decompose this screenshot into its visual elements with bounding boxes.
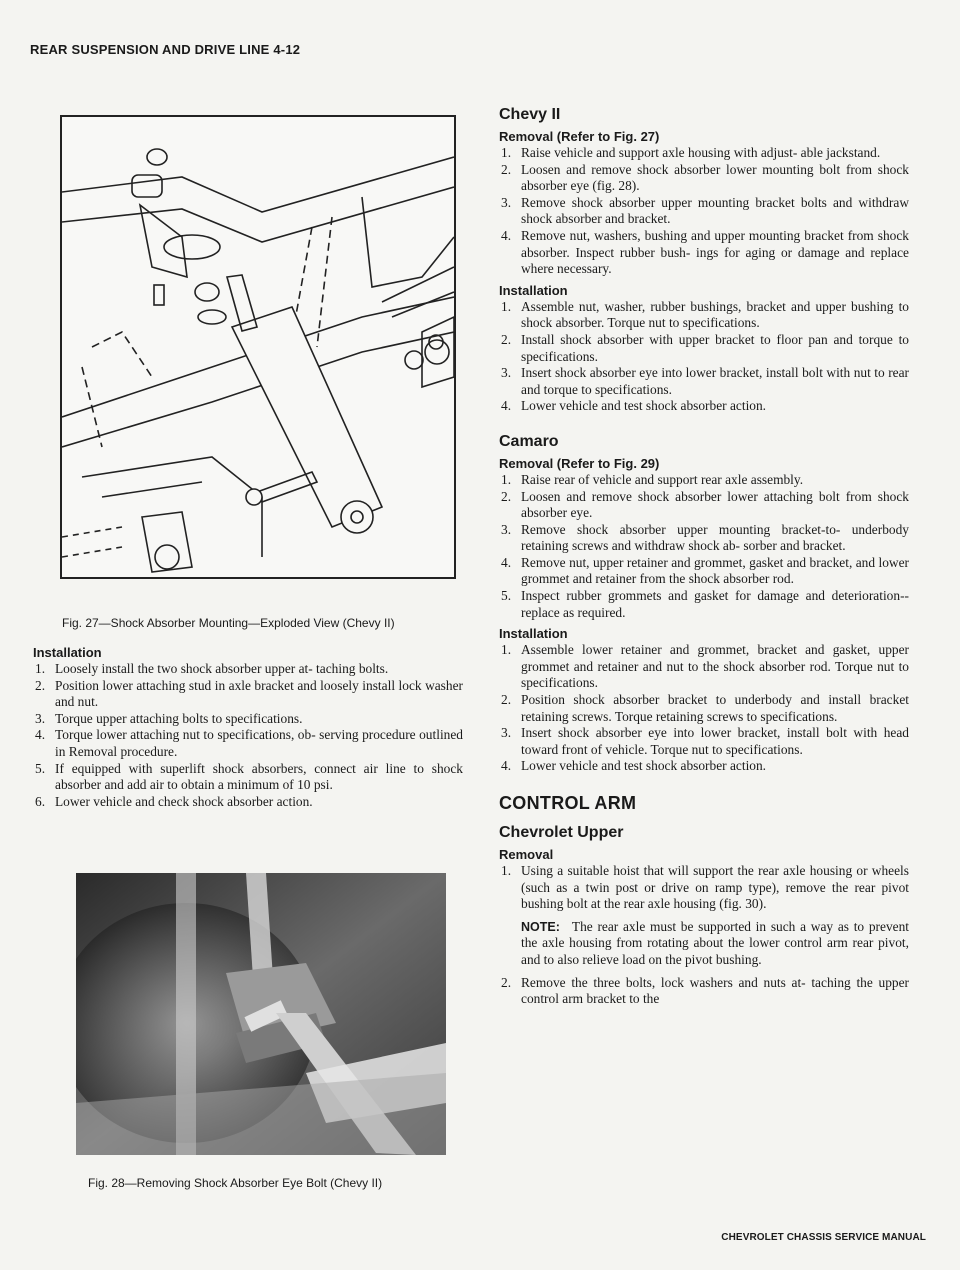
camaro-removal-list bbox=[499, 472, 909, 621]
list-item: 1. Loosely install the two shock absorber upper at- taching bolts. bbox=[35, 661, 389, 676]
list-item: 2. Position shock absorber bracket to underbody and install bracket retaining screws. Torque retaining screws to specifications. bbox=[501, 692, 909, 724]
list-item: 3. Remove shock absorber upper mounting bracket-to- underbody retaining screws and withdraw shock ab- sorber and bracket. bbox=[501, 521, 909, 554]
removal-heading: Removal (Refer to Fig. 29) bbox=[499, 455, 660, 471]
list-item: 1. Assemble nut, washer, rubber bushings, bracket and upper bushing to shock absorber. Torque nut to specifications. bbox=[501, 298, 909, 331]
note-text: The rear axle must be supported in such a way as to prevent the axle housing from rotating about the lower control arm rear pivot, and to also relieve load on the pivot bushing. bbox=[521, 918, 909, 967]
note-block bbox=[521, 919, 909, 969]
left-column-installation bbox=[33, 645, 463, 810]
page-footer: CHEVROLET CHASSIS SERVICE MANUAL bbox=[721, 1232, 926, 1243]
camaro-installation-list bbox=[499, 642, 909, 775]
list-item: 5. If equipped with superlift shock absorbers, connect air line to shock absorber and add air to obtain a minimum of 10 psi. bbox=[35, 760, 463, 793]
installation-heading: Installation bbox=[33, 645, 102, 660]
list-item: 3. Remove shock absorber upper mounting bracket bolts and withdraw shock absorber and bracket. bbox=[501, 194, 909, 227]
list-item: 2. Install shock absorber with upper bracket to floor pan and torque to specifications. bbox=[501, 331, 909, 364]
list-item: 6. Lower vehicle and check shock absorber action. bbox=[35, 793, 313, 809]
list-item: 3. Insert shock absorber eye into lower bracket, install bolt with nut to rear and torque to specifications. bbox=[501, 365, 909, 397]
list-item: 5. Inspect rubber grommets and gasket for damage and deterioration--replace as required. bbox=[501, 588, 909, 620]
list-item: 2. Position lower attaching stud in axle bracket and loosely install lock washer and nut. bbox=[35, 677, 463, 710]
list-item: 1. Assemble lower retainer and grommet, bracket and gasket, upper grommet and retainer and nut to the shock absorber rod. Torque nut to specifications. bbox=[501, 642, 909, 691]
section-heading-camaro: Camaro bbox=[499, 432, 559, 450]
removing-eye-bolt-photo bbox=[76, 873, 446, 1155]
list-item: 4. Remove nut, upper retainer and grommet, gasket and bracket, and lower grommet and retainer from the shock absorber rod. bbox=[501, 554, 909, 587]
list-item: 4. Lower vehicle and test shock absorber action. bbox=[501, 398, 767, 414]
installation-heading: Installation bbox=[499, 626, 568, 642]
figure-27-illustration bbox=[60, 115, 456, 579]
list-item: 4. Remove nut, washers, bushing and upper mounting bracket from shock absorber. Inspect rubber bush- ings for aging or damage and replace where necessary. bbox=[501, 227, 909, 277]
control-arm-removal-list-continued bbox=[499, 975, 909, 1008]
removal-heading: Removal (Refer to Fig. 27) bbox=[499, 129, 660, 144]
chevy2-installation-list bbox=[499, 299, 909, 415]
list-item: 4. Torque lower attaching nut to specifications, ob- serving procedure outlined in Removal procedure. bbox=[35, 727, 463, 759]
list-item: 3. Insert shock absorber eye into lower bracket, install bolt with head toward front of vehicle. Torque nut to specifications. bbox=[501, 725, 909, 757]
list-item: 1. Using a suitable hoist that will support the rear axle housing or wheels (such as a twin post or drive on ramp type), remove the rear pivot bushing bolt at the rear axle housing (fig. 30). bbox=[501, 863, 909, 912]
figure-27-caption: Fig. 27—Shock Absorber Mounting—Exploded View (Chevy II) bbox=[62, 616, 395, 630]
installation-heading: Installation bbox=[499, 282, 568, 298]
note-label: NOTE: bbox=[521, 919, 560, 934]
list-item: 2. Loosen and remove shock absorber lower attaching bolt from shock absorber eye. bbox=[501, 488, 909, 521]
shock-absorber-exploded-drawing bbox=[62, 117, 454, 577]
figure-28-photo bbox=[76, 873, 446, 1155]
installation-steps-list bbox=[33, 661, 463, 810]
list-item: 4. Lower vehicle and test shock absorber action. bbox=[501, 758, 767, 774]
list-item: 1. Raise rear of vehicle and support rear axle assembly. bbox=[501, 471, 804, 487]
subsection-heading-chevrolet-upper: Chevrolet Upper bbox=[499, 824, 624, 841]
page-header: REAR SUSPENSION AND DRIVE LINE 4-12 bbox=[30, 42, 301, 57]
list-item: 1. Raise vehicle and support axle housing with adjust- able jackstand. bbox=[501, 145, 881, 160]
control-arm-removal-list bbox=[499, 863, 909, 913]
right-column bbox=[499, 106, 909, 1008]
section-heading-control-arm: CONTROL ARM bbox=[499, 793, 637, 813]
figure-28-caption: Fig. 28—Removing Shock Absorber Eye Bolt (Chevy II) bbox=[88, 1176, 383, 1190]
chevy2-removal-list bbox=[499, 145, 909, 278]
section-heading-chevy-ii: Chevy II bbox=[499, 106, 561, 123]
list-item: 2. Loosen and remove shock absorber lower mounting bolt from shock absorber eye (fig. 28). bbox=[501, 161, 909, 194]
removal-heading: Removal bbox=[499, 847, 554, 862]
list-item: 3. Torque upper attaching bolts to specifications. bbox=[35, 710, 303, 726]
list-item: 2. Remove the three bolts, lock washers and nuts at- taching the upper control arm bracket to the bbox=[501, 974, 909, 1007]
